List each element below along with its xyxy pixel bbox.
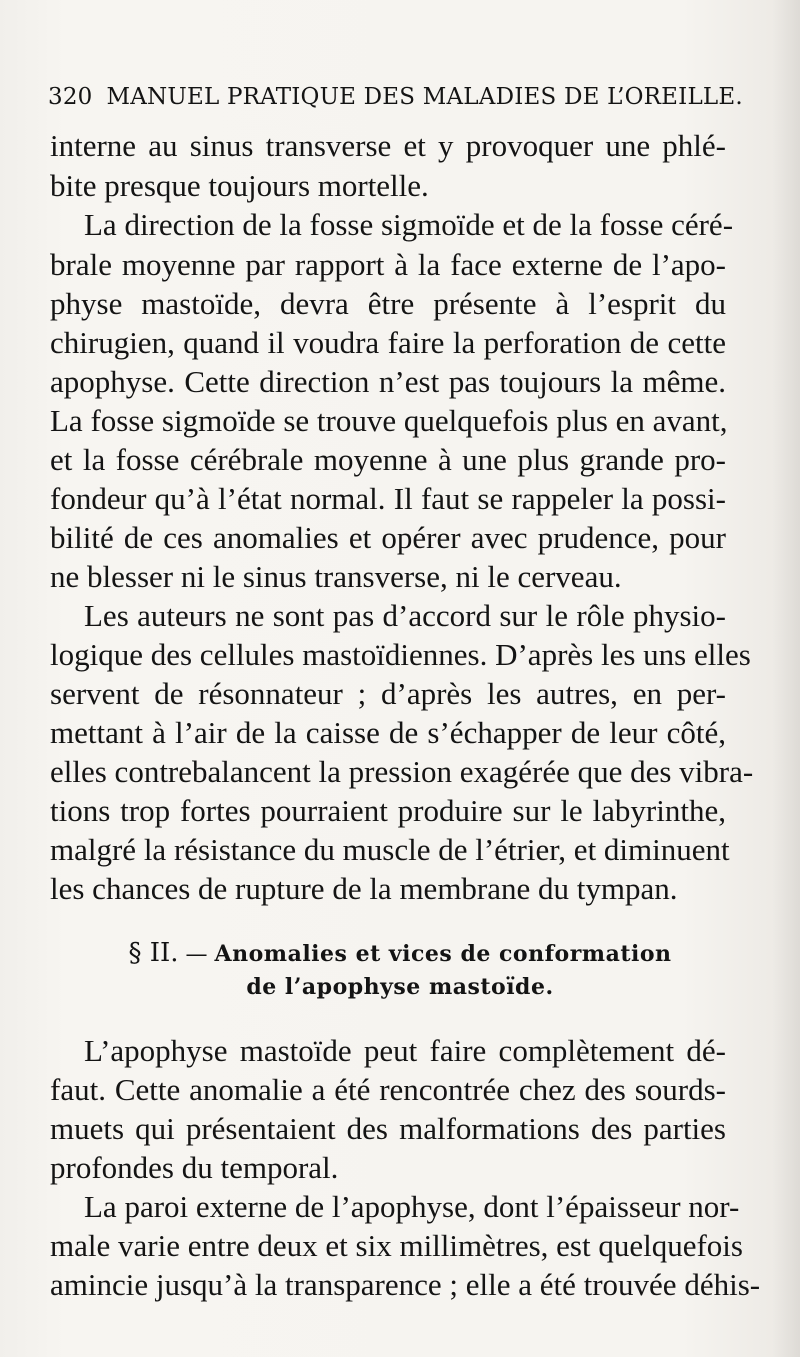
page-edge-shadow (772, 0, 800, 1357)
text-line: tions trop fortes pourraient produire sur le labyrinthe, (50, 793, 726, 828)
text-line: La direction de la fosse sigmoïde et de la fosse céré- (84, 207, 734, 242)
section-number: § II. (128, 938, 179, 968)
text-line: La fosse sigmoïde se trouve quelquefois plus en avant, (50, 403, 728, 438)
section-title-line1: Anomalies et vices de conformation (214, 941, 672, 967)
text-line: Les auteurs ne sont pas d’accord sur le rôle physio- (84, 598, 726, 633)
text-line: brale moyenne par rapport à la face externe de l’apo- (50, 247, 726, 282)
text-line: La paroi externe de l’apophyse, dont l’épaisseur nor- (84, 1189, 740, 1224)
text-line: muets qui présentaient des malformations des parties (50, 1111, 726, 1146)
text-line: elles contrebalancent la pression exagérée que des vibra- (50, 754, 754, 789)
text-line: bilité de ces anomalies et opérer avec prudence, pour (50, 520, 726, 555)
text-line: mettant à l’air de la caisse de s’échapper de leur côté, (50, 715, 726, 750)
text-line: male varie entre deux et six millimètres, est quelquefois (50, 1228, 743, 1263)
section-title-line2: de l’apophyse mastoïde. (246, 974, 554, 1000)
text-line: L’apophyse mastoïde peut faire complètement dé- (84, 1033, 726, 1068)
text-line: profondes du temporal. (50, 1150, 339, 1185)
text-line: fondeur qu’à l’état normal. Il faut se rappeler la possi- (50, 481, 726, 516)
section-heading (0, 938, 800, 968)
text-line: physe mastoïde, devra être présente à l’esprit du (50, 286, 726, 321)
text-line: servent de résonnateur ; d’après les autres, en per- (50, 676, 726, 711)
running-header (48, 84, 748, 118)
text-line: chirugien, quand il voudra faire la perforation de cette (50, 325, 726, 360)
text-line: les chances de rupture de la membrane du tympan. (50, 871, 678, 906)
section-dash: — (185, 942, 208, 967)
text-line: interne au sinus transverse et y provoquer une phlé- (50, 128, 726, 163)
text-line: faut. Cette anomalie a été rencontrée chez des sourds- (50, 1072, 726, 1107)
section-heading-line2 (0, 972, 800, 1002)
text-line: logique des cellules mastoïdiennes. D’après les uns elles (50, 637, 751, 672)
text-line: et la fosse cérébrale moyenne à une plus grande pro- (50, 442, 726, 477)
text-line: ne blesser ni le sinus transverse, ni le cerveau. (50, 559, 622, 594)
text-line: bite presque toujours mortelle. (50, 168, 429, 203)
text-line: amincie jusqu’à la transparence ; elle a été trouvée déhis- (50, 1267, 761, 1302)
text-line: apophyse. Cette direction n’est pas toujours la même. (50, 364, 726, 399)
page-number: 320 (48, 84, 93, 110)
text-line: malgré la résistance du muscle de l’étrier, et diminuent (50, 832, 730, 867)
running-title: MANUEL PRATIQUE DES MALADIES DE L’OREILLE. (106, 84, 743, 110)
